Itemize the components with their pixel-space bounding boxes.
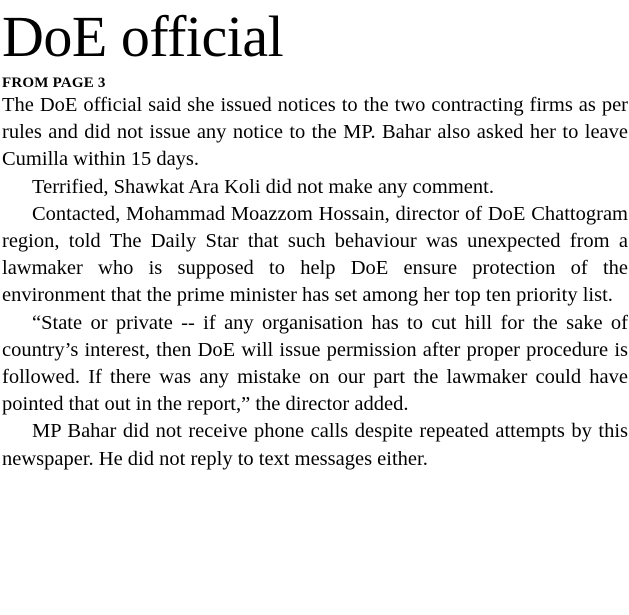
paragraph-1: The DoE official said she issued notices to the two contracting firms as per rules and did not issue any notice to the MP. Bahar also asked her to leave Cumilla within 15 days. bbox=[2, 94, 628, 171]
article-headline: DoE official bbox=[2, 4, 284, 69]
article-body bbox=[2, 92, 628, 473]
paragraph-5: MP Bahar did not receive phone calls despite repeated attempts by this newspaper. He did not reply to text messages either. bbox=[2, 420, 628, 470]
paragraph-4: “State or private -- if any organisation has to cut hill for the sake of country’s interest, then DoE will issue permission after proper procedure is followed. If there was any mistake on our part the lawmaker could have pointed that out in the report,” the director added. bbox=[2, 311, 628, 416]
paragraph-3: Contacted, Mohammad Moazzom Hossain, director of DoE Chattogram region, told The Daily Star that such behaviour was unexpected from a lawmaker who is supposed to help DoE ensure protection of the environment that the prime minister has set among her top ten priority list. bbox=[2, 202, 628, 307]
news-article bbox=[2, 0, 628, 473]
paragraph-2: Terrified, Shawkat Ara Koli did not make any comment. bbox=[32, 175, 494, 198]
continued-from-line: FROM PAGE 3 bbox=[2, 75, 106, 91]
